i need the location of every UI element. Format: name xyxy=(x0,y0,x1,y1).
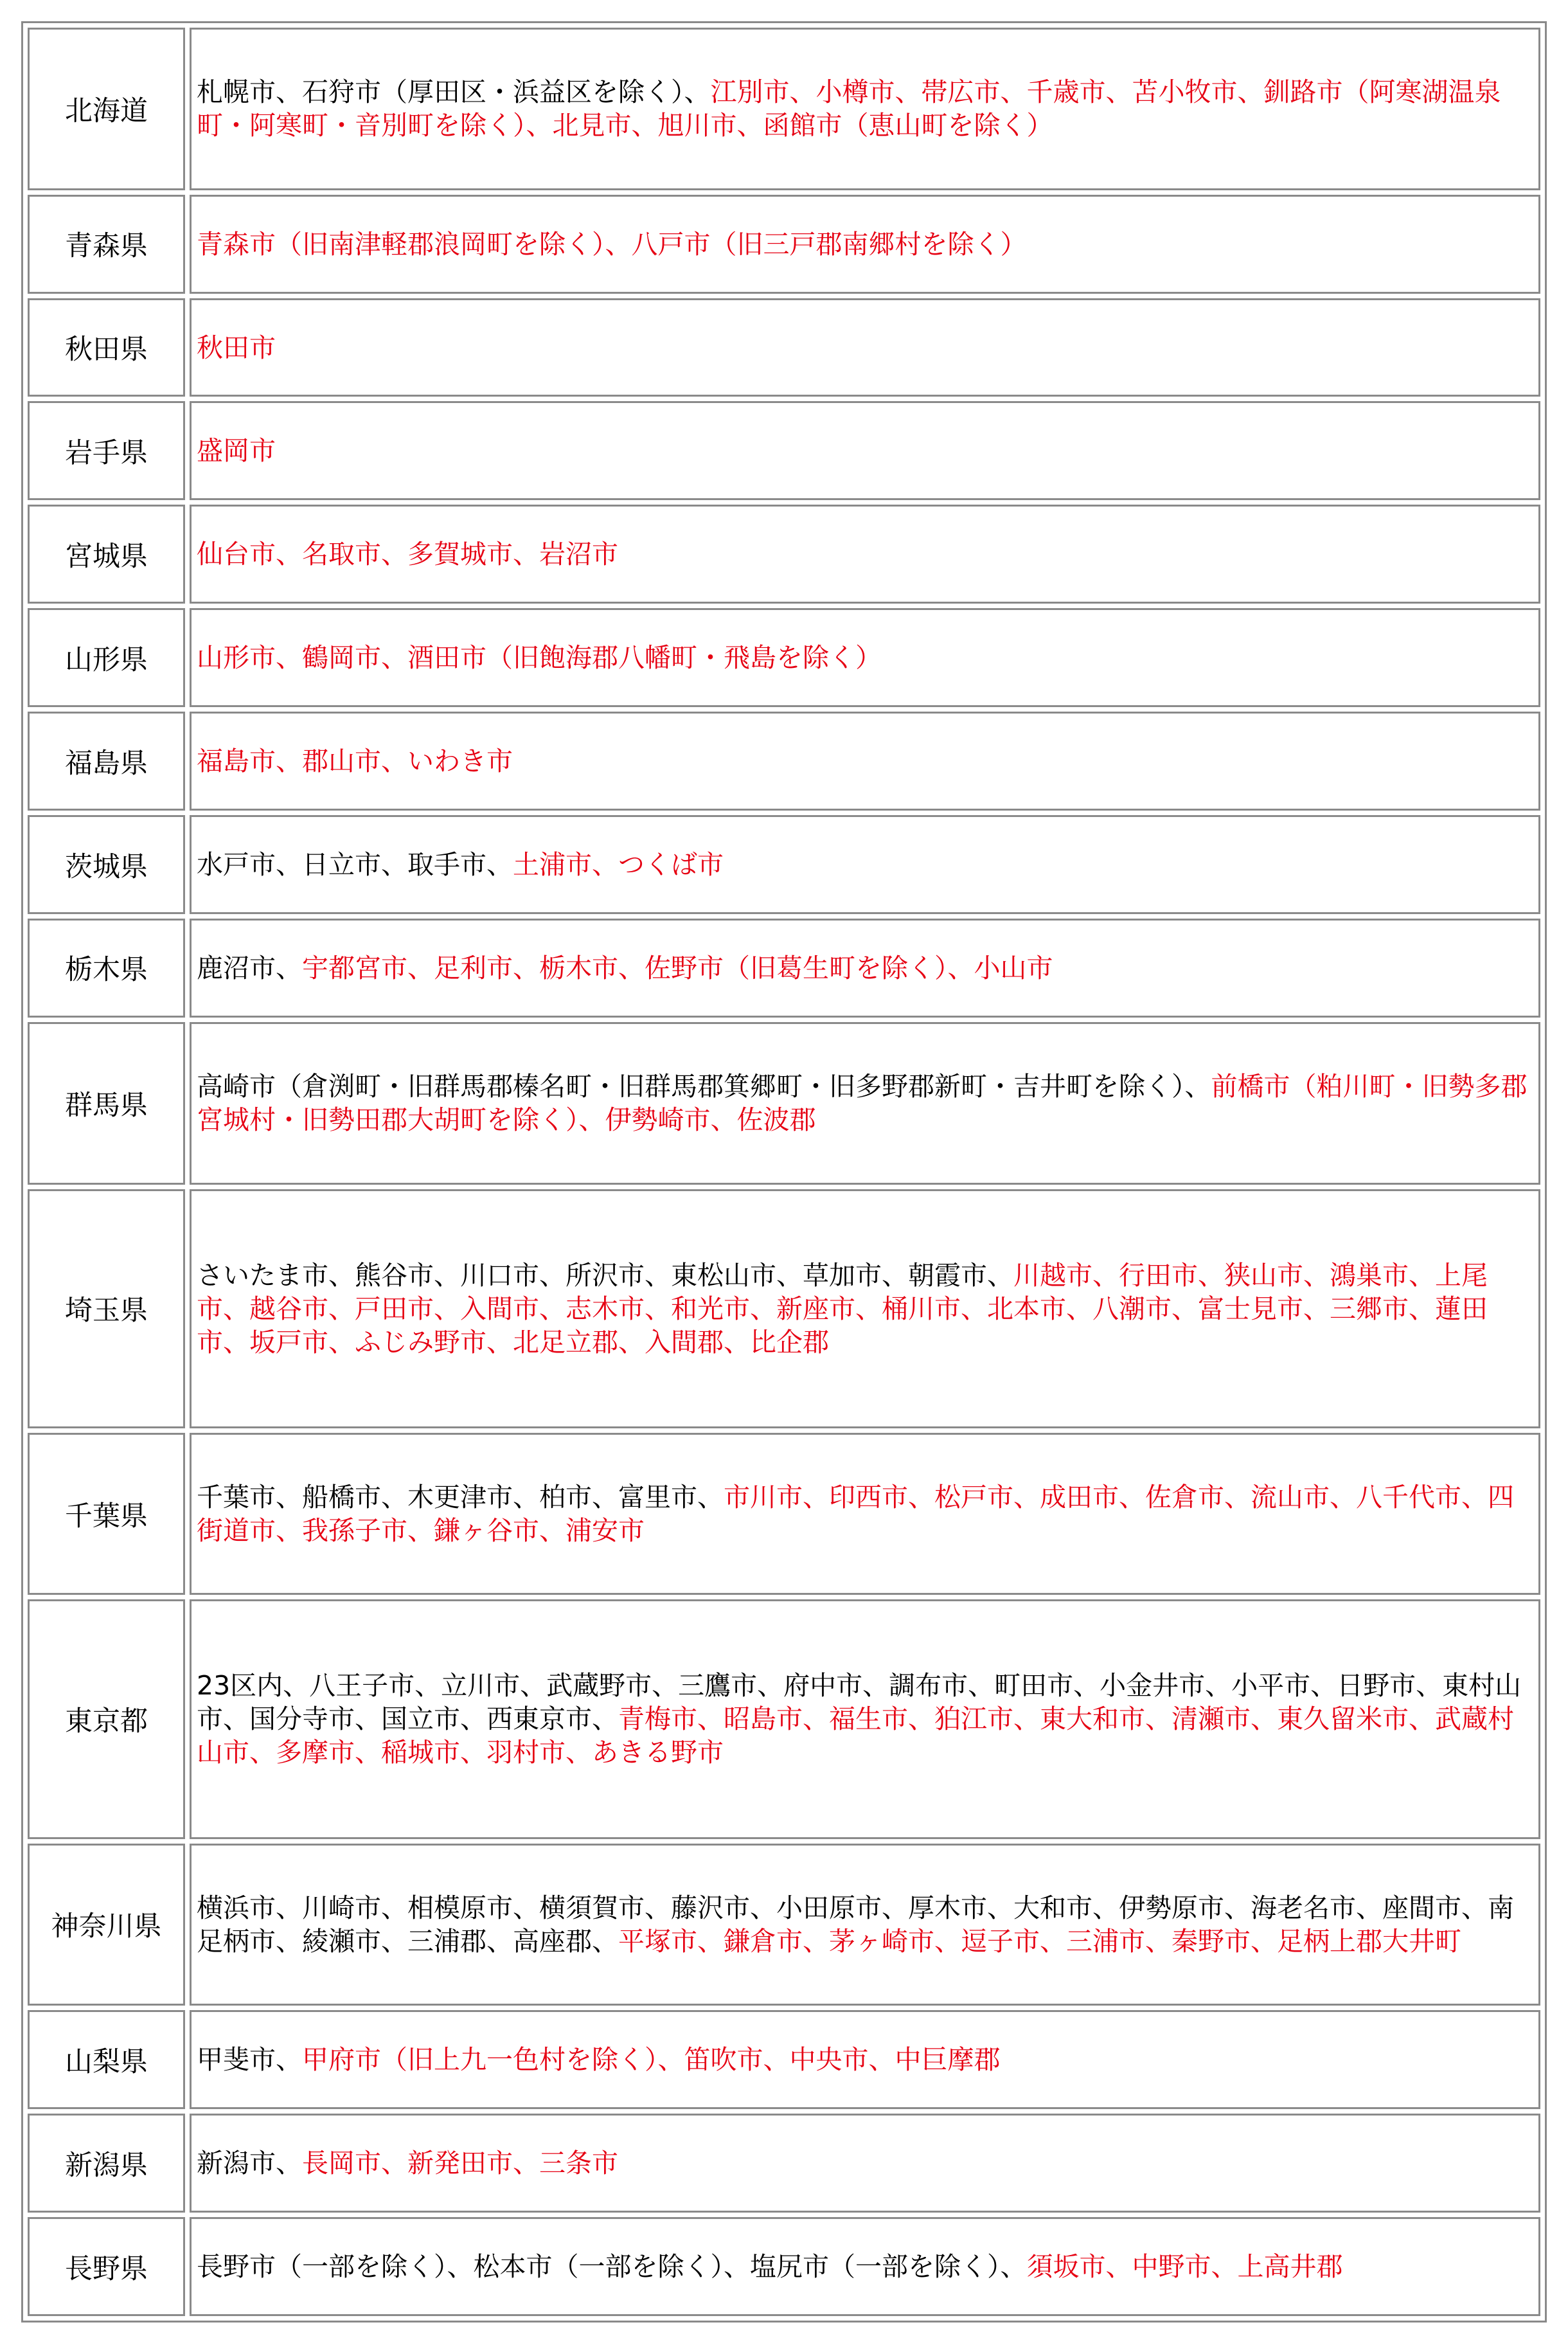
city-list-cell xyxy=(190,505,1540,604)
highlighted-city-text: 長岡市、新発田市、三条市 xyxy=(302,2148,618,2179)
city-list-cell xyxy=(190,2010,1540,2109)
city-list-cell xyxy=(190,919,1540,1018)
city-text: 鹿沼市、 xyxy=(197,952,302,984)
table-row xyxy=(28,195,1540,294)
city-text: さいたま市、熊谷市、川口市、所沢市、東松山市、草加市、朝霞市、 xyxy=(197,1259,1013,1291)
city-text: 23区内、八王子市、立川市、武蔵野市、三鷹市、府中市、調布市、町田市、小金井市、小平市、日野市、東村山市、国分寺市、国立市、西東京市、 xyxy=(197,1670,1522,1735)
city-list-cell xyxy=(190,1433,1540,1595)
prefecture-cell: 秋田県 xyxy=(28,298,185,397)
city-text: 札幌市、石狩市（厚田区・浜益区を除く）、 xyxy=(197,76,711,108)
city-list-cell xyxy=(190,608,1540,707)
city-list-cell xyxy=(190,1599,1540,1838)
prefecture-cell: 神奈川県 xyxy=(28,1844,185,2006)
region-table xyxy=(21,21,1547,2323)
city-list-cell xyxy=(190,2114,1540,2213)
city-list-cell xyxy=(190,2217,1540,2316)
table-row xyxy=(28,1189,1540,1428)
table-row xyxy=(28,815,1540,914)
table-row xyxy=(28,1599,1540,1838)
table-row xyxy=(28,712,1540,811)
highlighted-city-text: 青梅市、昭島市、福生市、狛江市、東大和市、清瀬市、東久留米市、武蔵村山市、多摩市、稲城市、羽村市、あきる野市 xyxy=(197,1703,1514,1768)
table-row xyxy=(28,1844,1540,2006)
highlighted-city-text: 山形市、鶴岡市、酒田市（旧飽海郡八幡町・飛島を除く） xyxy=(197,642,882,674)
prefecture-cell: 千葉県 xyxy=(28,1433,185,1595)
highlighted-city-text: 前橋市（粕川町・旧勢多郡宮城村・旧勢田郡大胡町を除く）、伊勢崎市、佐波郡 xyxy=(197,1071,1528,1136)
city-list-cell xyxy=(190,298,1540,397)
table-row xyxy=(28,2217,1540,2316)
prefecture-cell: 茨城県 xyxy=(28,815,185,914)
highlighted-city-text: 青森市（旧南津軽郡浪岡町を除く）、八戸市（旧三戸郡南郷村を除く） xyxy=(197,228,1027,260)
highlighted-city-text: 土浦市、つくば市 xyxy=(513,849,724,881)
city-text: 甲斐市、 xyxy=(197,2044,302,2076)
city-text: 長野市（一部を除く）、松本市（一部を除く）、塩尻市（一部を除く）、 xyxy=(197,2251,1027,2282)
prefecture-cell: 栃木県 xyxy=(28,919,185,1018)
table-row xyxy=(28,2010,1540,2109)
prefecture-cell: 埼玉県 xyxy=(28,1189,185,1428)
highlighted-city-text: 盛岡市 xyxy=(197,435,276,467)
prefecture-cell: 山梨県 xyxy=(28,2010,185,2109)
prefecture-cell: 福島県 xyxy=(28,712,185,811)
highlighted-city-text: 秋田市 xyxy=(197,332,276,363)
table-row xyxy=(28,2114,1540,2213)
prefecture-cell: 北海道 xyxy=(28,28,185,190)
prefecture-cell: 岩手県 xyxy=(28,401,185,500)
highlighted-city-text: 福島市、郡山市、いわき市 xyxy=(197,746,513,777)
prefecture-cell: 青森県 xyxy=(28,195,185,294)
city-list-cell xyxy=(190,712,1540,811)
city-list-cell xyxy=(190,195,1540,294)
region-table-body xyxy=(28,28,1540,2316)
prefecture-cell: 東京都 xyxy=(28,1599,185,1838)
table-row xyxy=(28,608,1540,707)
prefecture-cell: 群馬県 xyxy=(28,1022,185,1185)
table-row xyxy=(28,919,1540,1018)
highlighted-city-text: 須坂市、中野市、上高井郡 xyxy=(1026,2251,1343,2282)
highlighted-city-text: 江別市、小樽市、帯広市、千歳市、苫小牧市、釧路市（阿寒湖温泉町・阿寒町・音別町を除く）、北見市、旭川市、函館市（恵山町を除く） xyxy=(197,76,1501,141)
city-text: 高崎市（倉渕町・旧群馬郡榛名町・旧群馬郡箕郷町・旧多野郡新町・吉井町を除く）、 xyxy=(197,1071,1211,1102)
prefecture-cell: 新潟県 xyxy=(28,2114,185,2213)
prefecture-cell: 山形県 xyxy=(28,608,185,707)
city-text: 千葉市、船橋市、木更津市、柏市、富里市、 xyxy=(197,1482,724,1513)
table-row xyxy=(28,401,1540,500)
city-list-cell xyxy=(190,1844,1540,2006)
highlighted-city-text: 宇都宮市、足利市、栃木市、佐野市（旧葛生町を除く）、小山市 xyxy=(302,952,1053,984)
highlighted-city-text: 平塚市、鎌倉市、茅ヶ崎市、逗子市、三浦市、秦野市、足柄上郡大井町 xyxy=(618,1925,1461,1957)
highlighted-city-text: 市川市、印西市、松戸市、成田市、佐倉市、流山市、八千代市、四街道市、我孫子市、鎌ヶ谷市、浦安市 xyxy=(197,1482,1514,1547)
city-list-cell xyxy=(190,815,1540,914)
highlighted-city-text: 仙台市、名取市、多賀城市、岩沼市 xyxy=(197,539,618,570)
table-row xyxy=(28,1433,1540,1595)
prefecture-cell: 長野県 xyxy=(28,2217,185,2316)
prefecture-cell: 宮城県 xyxy=(28,505,185,604)
highlighted-city-text: 甲府市（旧上九一色村を除く）、笛吹市、中央市、中巨摩郡 xyxy=(302,2044,1001,2076)
table-row xyxy=(28,298,1540,397)
city-list-cell xyxy=(190,28,1540,190)
city-text: 新潟市、 xyxy=(197,2148,302,2179)
table-row xyxy=(28,1022,1540,1185)
highlighted-city-text: 川越市、行田市、狭山市、鴻巣市、上尾市、越谷市、戸田市、入間市、志木市、和光市、新座市、桶川市、北本市、八潮市、富士見市、三郷市、蓮田市、坂戸市、ふじみ野市、北足立郡、入間郡、比企郡 xyxy=(197,1259,1488,1358)
city-list-cell xyxy=(190,1189,1540,1428)
table-row xyxy=(28,505,1540,604)
city-list-cell xyxy=(190,401,1540,500)
city-text: 水戸市、日立市、取手市、 xyxy=(197,849,513,881)
city-list-cell xyxy=(190,1022,1540,1185)
table-row xyxy=(28,28,1540,190)
city-text: 横浜市、川崎市、相模原市、横須賀市、藤沢市、小田原市、厚木市、大和市、伊勢原市、海老名市、座間市、南足柄市、綾瀬市、三浦郡、高座郡、 xyxy=(197,1892,1514,1957)
